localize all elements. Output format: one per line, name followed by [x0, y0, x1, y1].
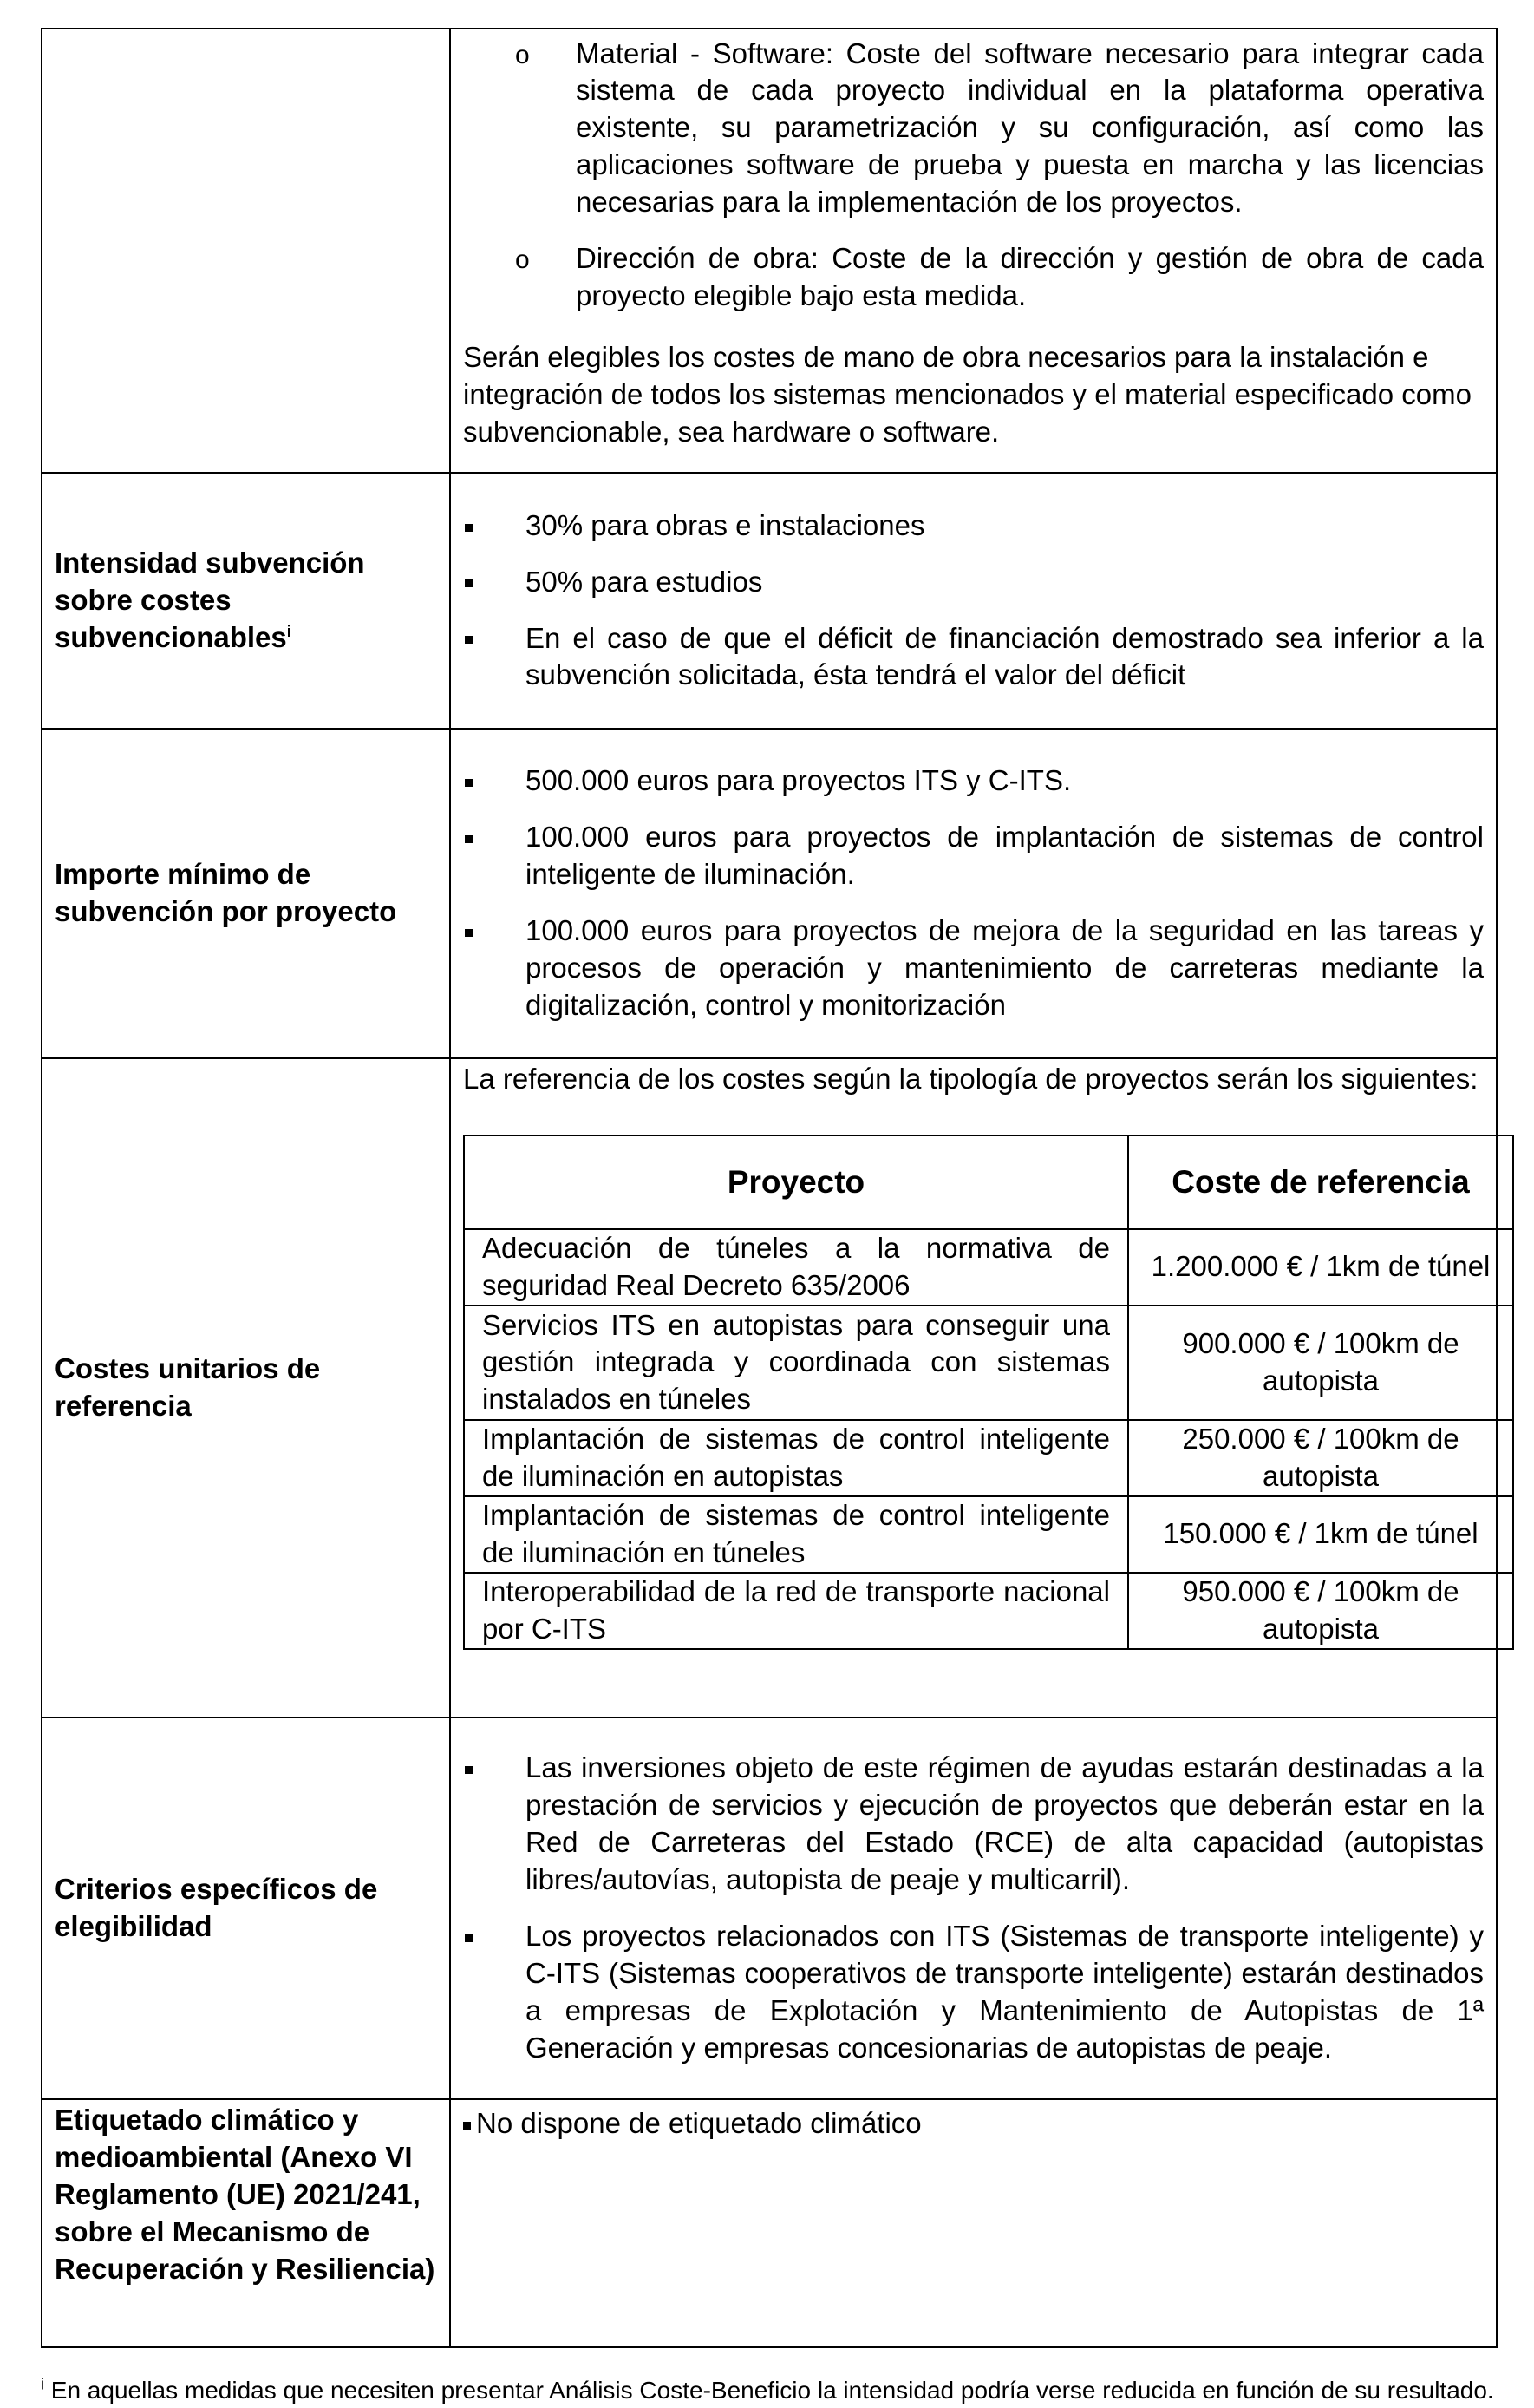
square-bullet-icon	[465, 1934, 473, 1942]
row-etiquetado	[42, 2099, 1497, 2347]
table-cell-coste: 900.000 € / 100km de autopista	[1128, 1305, 1513, 1420]
list-item-text: 500.000 euros para proyectos ITS y C-ITS.	[525, 764, 1072, 797]
document-page	[41, 28, 1498, 2348]
table-cell-coste: 150.000 € / 1km de túnel	[1128, 1496, 1513, 1573]
costs-intro: La referencia de los costes según la tipología de proyectos serán los siguientes:	[463, 1063, 1479, 1095]
list-item-text: En el caso de que el déficit de financiación demostrado sea inferior a la subvención solicitada, ésta tendrá el valor del déficit	[525, 621, 1484, 691]
row-label	[42, 1718, 450, 2099]
label-text: Costes unitarios de referencia	[55, 1352, 321, 1422]
table-cell-proyecto: Implantación de sistemas de control inteligente de iluminación en autopistas	[464, 1420, 1128, 1496]
table-cell-coste: 250.000 € / 100km de autopista	[1128, 1420, 1513, 1496]
list-item	[525, 1750, 1484, 1899]
column-header-proyecto: Proyecto	[464, 1135, 1128, 1229]
list-item	[525, 819, 1484, 893]
footnote	[41, 2375, 1498, 2405]
square-bullet-icon	[465, 524, 473, 532]
measure-table	[41, 28, 1498, 2348]
list-item	[525, 1918, 1484, 2067]
table-row	[464, 1229, 1513, 1305]
square-bullet-list	[463, 1750, 1484, 2066]
row-content	[450, 1058, 1497, 1718]
square-bullet-icon	[465, 929, 473, 937]
list-item	[525, 913, 1484, 1024]
table-cell-proyecto: Adecuación de túneles a la normativa de seguridad Real Decreto 635/2006	[464, 1229, 1128, 1305]
table-cell-proyecto: Servicios ITS en autopistas para conseguir una gestión integrada y coordinada con sistemas instalados en túneles	[464, 1305, 1128, 1420]
square-bullet-icon	[465, 1766, 473, 1774]
square-bullet-list	[463, 762, 1484, 1024]
row-label-empty	[42, 29, 450, 473]
label-text: Importe mínimo de subvención por proyecto	[55, 858, 397, 927]
square-bullet-icon	[463, 2122, 471, 2130]
square-bullet-icon	[465, 636, 473, 644]
table-cell-coste: 950.000 € / 100km de autopista	[1128, 1573, 1513, 1649]
list-item	[515, 240, 1484, 315]
table-cell-coste: 1.200.000 € / 1km de túnel	[1128, 1229, 1513, 1305]
list-item	[515, 36, 1484, 221]
row-label	[42, 2099, 450, 2347]
list-item-text: Material - Software: Coste del software necesario para integrar cada sistema de cada proyecto individual en la plataforma operativa existente, su parametrización y su configuración, así como las aplicaciones software de prueba y puesta en marcha y las licencias necesarias para la implementación de los proyectos.	[576, 36, 1484, 219]
row-content	[450, 729, 1497, 1058]
row-content	[450, 29, 1497, 473]
footnote-marker: i	[286, 622, 291, 640]
row-label	[42, 1058, 450, 1718]
list-item-text: 100.000 euros para proyectos de mejora de la seguridad en las tareas y procesos de operación y mantenimiento de carreteras mediante la digitalización, control y monitorización	[525, 914, 1484, 1021]
list-item	[525, 620, 1484, 695]
list-item	[525, 507, 1484, 545]
circle-bullet-list	[463, 36, 1484, 315]
footnote-text: En aquellas medidas que necesiten presentar Análisis Coste-Beneficio la intensidad podría verse reducida en función de su resultado.	[50, 2377, 1494, 2404]
label-text: Etiquetado climático y medioambiental (Anexo VI Reglamento (UE) 2021/241, sobre el Mecanismo de Recuperación y Resiliencia)	[55, 2104, 435, 2285]
list-item-text: Dirección de obra: Coste de la dirección y gestión de obra de cada proyecto elegible bajo esta medida.	[576, 242, 1484, 311]
list-item-text: Las inversiones objeto de este régimen de ayudas estarán destinadas a la prestación de servicios y ejecución de proyectos que deberán estar en la Red de Carreteras del Estado (RCE) de alta capacidad (autopistas libres/autovías, autopista de peaje y multicarril).	[525, 1751, 1484, 1896]
row-criterios	[42, 1718, 1497, 2099]
circle-bullet-icon: o	[515, 245, 530, 274]
label-text: Criterios específicos de elegibilidad	[55, 1873, 378, 1942]
table-row	[464, 1305, 1513, 1420]
square-bullet-icon	[465, 779, 473, 787]
footnote-marker: i	[41, 2375, 44, 2393]
row-label	[42, 473, 450, 729]
list-item-text: 30% para obras e instalaciones	[525, 508, 925, 541]
table-row	[464, 1573, 1513, 1649]
row-content	[450, 473, 1497, 729]
list-item-text: 50% para estudios	[525, 565, 763, 598]
row-label	[42, 729, 450, 1058]
list-item-text: No dispone de etiquetado climático	[476, 2107, 922, 2139]
row-costes-unitarios	[42, 1058, 1497, 1718]
row-intensidad	[42, 473, 1497, 729]
list-item	[525, 564, 1484, 601]
list-item-text: 100.000 euros para proyectos de implantación de sistemas de control inteligente de iluminación.	[525, 821, 1484, 891]
row-content	[450, 1718, 1497, 2099]
label-text: Intensidad subvención sobre costes subvencionables	[55, 546, 365, 653]
square-bullet-icon	[465, 835, 473, 843]
table-cell-proyecto: Interoperabilidad de la red de transporte nacional por C-ITS	[464, 1573, 1128, 1649]
list-item-text: Los proyectos relacionados con ITS (Sistemas de transporte inteligente) y C-ITS (Sistemas cooperativos de transporte inteligente) estarán destinados a empresas de Explotación y Mantenimiento de Autopistas de 1ª Generación y empresas concesionarias de autopistas de peaje.	[525, 1920, 1484, 2064]
row-importe	[42, 729, 1497, 1058]
column-header-coste: Coste de referencia	[1128, 1135, 1513, 1229]
list-item	[525, 762, 1484, 800]
row-costes-continuation	[42, 29, 1497, 473]
square-bullet-list	[463, 507, 1484, 695]
table-cell-proyecto: Implantación de sistemas de control inteligente de iluminación en túneles	[464, 1496, 1128, 1573]
row-content	[450, 2099, 1497, 2347]
eligible-costs-paragraph: Serán elegibles los costes de mano de obra necesarios para la instalación e integración de todos los sistemas mencionados y el material especificado como subvencionable, sea hardware o software.	[463, 340, 1472, 448]
circle-bullet-icon: o	[515, 40, 530, 69]
table-header-row	[464, 1135, 1513, 1229]
table-row	[464, 1420, 1513, 1496]
reference-costs-table	[463, 1135, 1514, 1650]
table-row	[464, 1496, 1513, 1573]
square-bullet-icon	[465, 579, 473, 587]
